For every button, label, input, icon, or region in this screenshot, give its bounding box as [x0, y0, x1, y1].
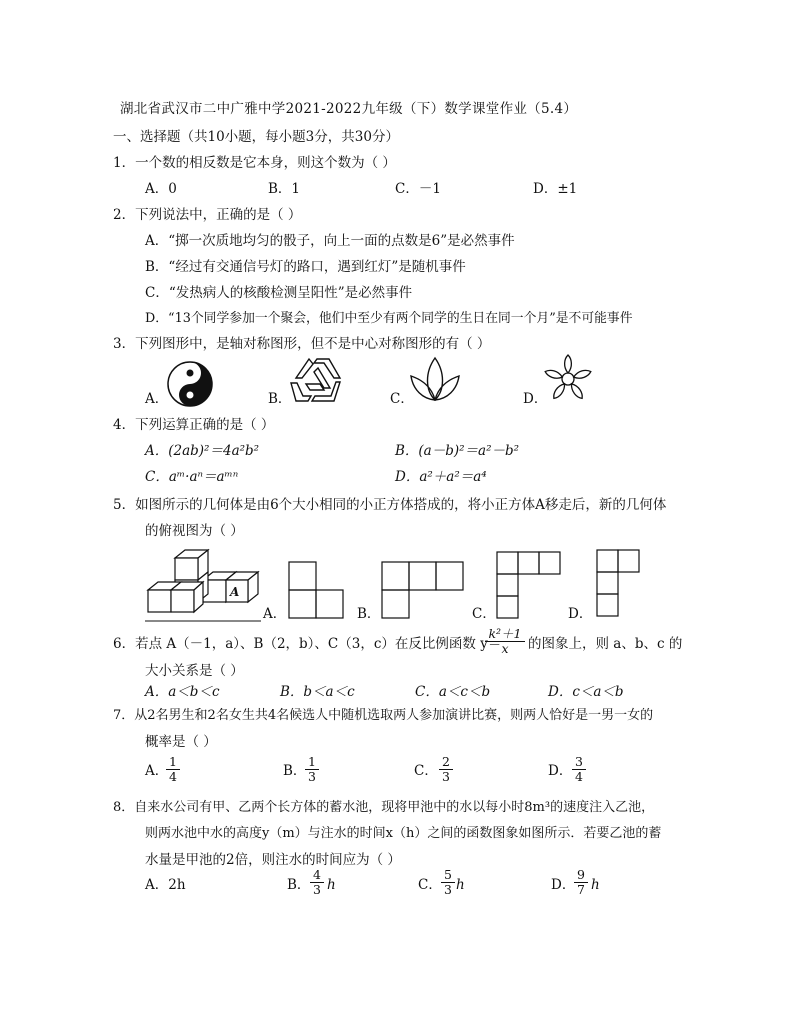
question-8-option-b-fraction: [310, 868, 324, 897]
question-7-option-b-label: B．: [283, 763, 307, 779]
cube-a-label: A: [230, 585, 240, 599]
question-5-stem-line-2: 的俯视图为（ ）: [145, 523, 244, 539]
fraction-denominator: 4: [575, 769, 583, 784]
question-6-option-d: D．c＜a＜b: [548, 684, 624, 700]
fraction-denominator: 7: [577, 882, 585, 897]
question-8-option-d-label: D．: [551, 877, 576, 893]
question-8-stem-line-1: 8．自来水公司有甲、乙两个长方体的蓄水池，现将甲池中的水以每小时8m³的速度注入乙池，: [113, 800, 655, 815]
question-7-option-b-fraction: [305, 755, 319, 784]
question-8-stem-line-3: 水量是甲池的2倍，则注水的时间应为（ ）: [145, 852, 401, 868]
question-2-option-c: C．“发热病人的核酸检测呈阳性”是必然事件: [145, 285, 413, 301]
cube-solid-figure: [145, 548, 263, 624]
top-view-option-d-figure: [595, 548, 643, 620]
fraction-denominator: 4: [169, 769, 177, 784]
fraction-numerator: 1: [166, 755, 180, 770]
question-3-stem: 3．下列图形中，是轴对称图形，但不是中心对称图形的有（ ）: [113, 336, 491, 352]
question-2-option-d: D．“13个同学参加一个聚会，他们中至少有两个同学的生日在同一个月”是不可能事件: [145, 311, 633, 326]
question-5-label-b: B．: [357, 606, 381, 622]
fraction-numerator: 2: [439, 755, 453, 770]
question-2-stem: 2．下列说法中，正确的是（ ）: [113, 207, 302, 223]
question-1-stem: 1．一个数的相反数是它本身，则这个数为（ ）: [113, 155, 396, 171]
question-8-option-d-fraction: [574, 868, 588, 897]
question-6-fraction: [485, 627, 525, 656]
question-2-option-b: B．“经过有交通信号灯的路口，遇到红灯”是随机事件: [145, 259, 466, 275]
question-1-option-a: A．0: [145, 181, 177, 197]
question-4-option-b: B．(a－b)²＝a²－b²: [395, 443, 520, 459]
question-8-option-c-unit: h: [456, 877, 465, 893]
question-8-option-b-unit: h: [327, 877, 336, 893]
question-7-option-a-label: A．: [145, 763, 169, 779]
fraction-numerator: 9: [574, 868, 588, 883]
question-6-option-b: B．b＜a＜c: [280, 684, 355, 700]
question-4-option-d: D．a²＋a²＝a⁴: [395, 469, 487, 485]
question-8-option-a: A．2h: [145, 877, 186, 893]
fraction-numerator: 4: [310, 868, 324, 883]
fraction-numerator: 3: [572, 755, 586, 770]
question-2-option-a: A．“掷一次质地均匀的骰子，向上一面的点数是6”是必然事件: [145, 233, 515, 249]
page-title: 湖北省武汉市二中广雅中学2021-2022九年级（下）数学课堂作业（5.4）: [120, 101, 578, 117]
taiji-symbol-figure: [166, 360, 214, 408]
fraction-denominator: x: [501, 641, 509, 656]
question-4-option-a: A．(2ab)²＝4a²b²: [145, 443, 260, 459]
question-7-option-a-fraction: [166, 755, 180, 784]
question-6-stem-part-2: 的图象上，则 a、b、c 的: [528, 636, 683, 652]
question-3-label-a: A．: [145, 391, 169, 407]
question-7-option-c-label: C．: [414, 763, 438, 779]
question-7-option-c-fraction: [439, 755, 453, 784]
question-6-stem-line-2: 大小关系是（ ）: [145, 663, 244, 679]
question-5-label-a: A．: [263, 606, 287, 622]
question-1-option-d: D．±1: [533, 181, 578, 197]
fraction-denominator: 3: [442, 769, 450, 784]
question-8-option-b-label: B．: [287, 877, 311, 893]
fraction-denominator: 3: [308, 769, 316, 784]
question-7-stem-line-2: 概率是（ ）: [145, 734, 217, 750]
question-5-stem-line-1: 5．如图所示的几何体是由6个大小相同的小正方体搭成的，将小正方体A移走后，新的几何体: [113, 497, 667, 513]
fraction-numerator: k²＋1: [485, 627, 525, 642]
question-1-option-b: B．1: [268, 181, 301, 197]
question-5-label-c: C．: [472, 606, 496, 622]
question-5-label-d: D．: [568, 606, 593, 622]
question-4-stem: 4．下列运算正确的是（ ）: [113, 417, 275, 433]
question-3-label-d: D．: [523, 391, 548, 407]
question-8-option-c-fraction: [441, 868, 455, 897]
question-7-stem-line-1: 7．从2名男生和2名女生共4名候选人中随机选取两人参加演讲比赛，则两人恰好是一男一女的: [113, 708, 654, 723]
fraction-numerator: 5: [441, 868, 455, 883]
question-6-option-a: A．a＜b＜c: [145, 684, 220, 700]
triangle-arrows-figure: [288, 356, 346, 406]
question-3-label-c: C．: [390, 391, 414, 407]
top-view-option-a-figure: [287, 560, 345, 620]
top-view-option-c-figure: [495, 550, 563, 620]
question-4-option-c: C．aᵐ·aⁿ＝aᵐⁿ: [145, 469, 239, 485]
question-7-option-d-fraction: [572, 755, 586, 784]
flower-figure: [543, 354, 593, 404]
question-8-option-c-label: C．: [418, 877, 442, 893]
section-heading: 一、选择题（共10小题，每小题3分，共30分）: [113, 129, 399, 145]
fraction-denominator: 3: [313, 882, 321, 897]
fraction-numerator: 1: [305, 755, 319, 770]
question-3-label-b: B．: [268, 391, 292, 407]
fraction-denominator: 3: [444, 882, 452, 897]
question-8-stem-line-2: 则两水池中水的高度y（m）与注水的时间x（h）之间的函数图象如图所示．若要乙池的蓄: [145, 826, 662, 841]
question-6-option-c: C．a＜c＜b: [415, 684, 491, 700]
lotus-figure: [408, 354, 462, 404]
question-7-option-d-label: D．: [548, 763, 573, 779]
top-view-option-b-figure: [380, 560, 466, 620]
question-6-stem-part-1: 6．若点 A（－1，a）、B（2，b）、C（3，c）在反比例函数 y＝: [113, 636, 502, 652]
question-1-option-c: C．－1: [395, 181, 441, 197]
question-8-option-d-unit: h: [591, 877, 600, 893]
